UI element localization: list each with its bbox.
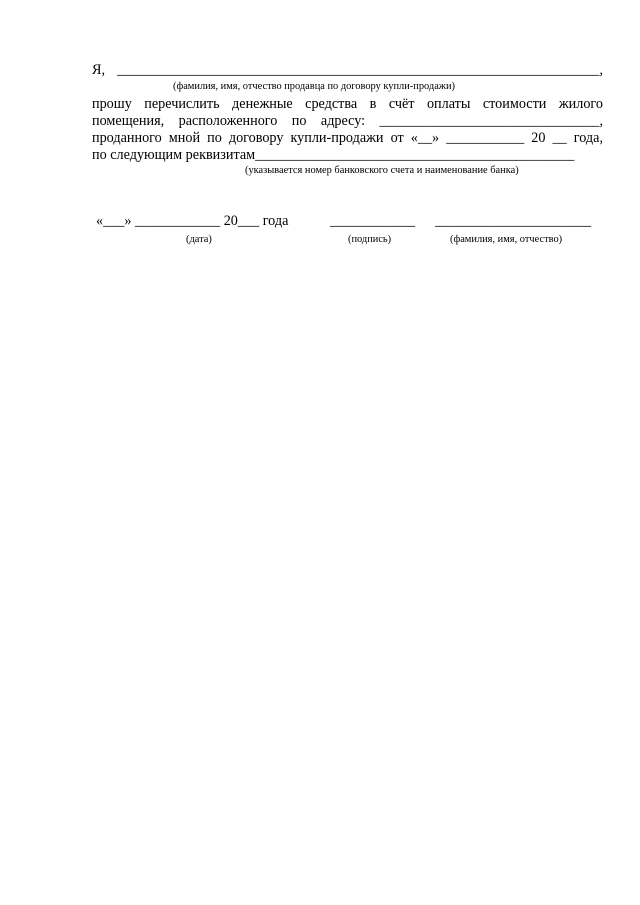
seller-name-line: Я, ____________________________________________________________________, [92, 62, 603, 78]
seller-name-hint: (фамилия, имя, отчество продавца по договору купли-продажи) [173, 81, 456, 92]
full-name-line: ______________________ [435, 213, 592, 229]
signing-date-line: «___» ____________ 20___ года [96, 213, 289, 229]
date-hint: (дата) [186, 234, 212, 245]
bank-details-hint: (указывается номер банковского счета и наименование банка) [245, 165, 519, 176]
contract-date-line: проданного мной по договору купли-продажи от «__» ___________ 20 __ года, [92, 130, 603, 146]
full-name-hint: (фамилия, имя, отчество) [450, 234, 563, 245]
bank-details-line: по следующим реквизитам_____________________________________________ [92, 147, 575, 163]
signature-line: ____________ [330, 213, 416, 229]
request-text-line: прошу перечислить денежные средства в счёт оплаты стоимости жилого [92, 96, 603, 112]
address-line: помещения, расположенного по адресу: _______________________________, [92, 113, 603, 129]
signature-hint: (подпись) [348, 234, 392, 245]
